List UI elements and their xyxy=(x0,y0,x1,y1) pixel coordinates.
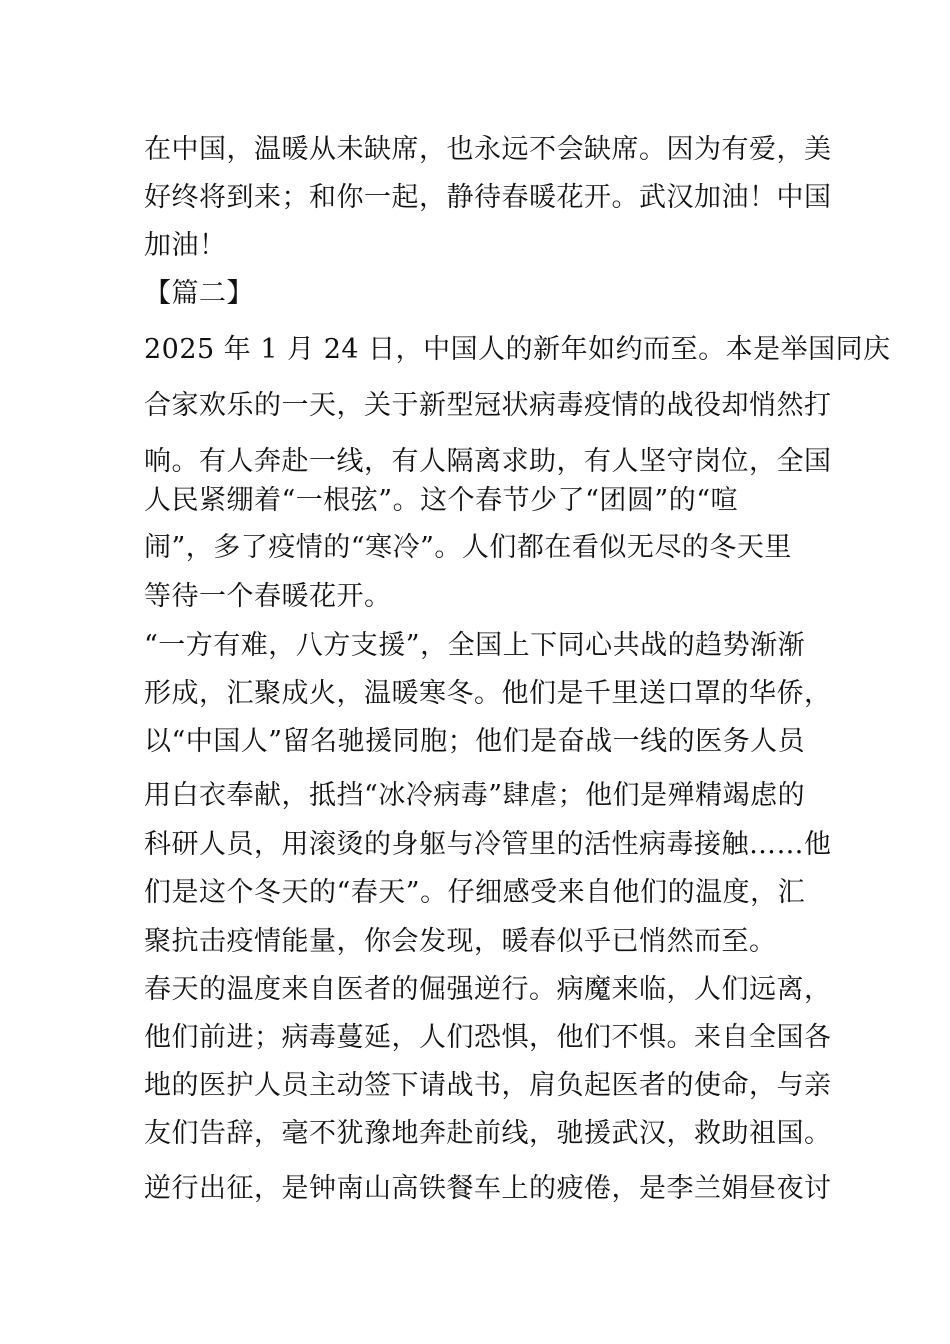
text-line: 逆行出征，是钟南山高铁餐车上的疲倦，是李兰娟昼夜讨 xyxy=(144,1173,832,1204)
text-line: 们是这个冬天的“春天”。仔细感受来自他们的温度，汇 xyxy=(144,877,806,908)
text-line: 2025 年 1 月 24 日，中国人的新年如约而至。本是举国同庆 xyxy=(144,334,891,365)
text-line: 聚抗击疫情能量，你会发现，暖春似乎已悄然而至。 xyxy=(144,926,777,957)
text-line: 好终将到来；和你一起，静待春暖花开。武汉加油！中国 xyxy=(144,182,832,213)
text-line: 友们告辞，毫不犹豫地奔赴前线，驰援武汉，救助祖国。 xyxy=(144,1118,832,1149)
text-line: 科研人员，用滚烫的身躯与冷管里的活性病毒接触……他 xyxy=(144,829,832,860)
text-line: 春天的温度来自医者的倔强逆行。病魔来临，人们远离， xyxy=(144,974,832,1005)
text-line: 响。有人奔赴一线，有人隔离求助，有人坚守岗位，全国 xyxy=(144,446,832,477)
text-line: 闹”，多了疫情的“寒冷”。人们都在看似无尽的冬天里 xyxy=(144,532,792,563)
text-line: 等待一个春暖花开。 xyxy=(144,581,392,612)
text-line: 人民紧绷着“一根弦”。这个春节少了“团圆”的“喧 xyxy=(144,485,739,516)
text-line: 加油！ xyxy=(144,230,227,261)
text-line: 用白衣奉献，抵挡“冰冷病毒”肆虐；他们是殚精竭虑的 xyxy=(144,780,806,811)
text-line: 他们前进；病毒蔓延，人们恐惧，他们不惧。来自全国各 xyxy=(144,1022,832,1053)
text-line: “一方有难，八方支援”，全国上下同心共战的趋势渐渐 xyxy=(144,630,806,661)
text-line: 地的医护人员主动签下请战书，肩负起医者的使命，与亲 xyxy=(144,1070,832,1101)
text-line: 合家欢乐的一天，关于新型冠状病毒疫情的战役却悄然打 xyxy=(144,390,832,421)
text-line: 以“中国人”留名驰援同胞；他们是奋战一线的医务人员 xyxy=(144,726,806,757)
text-line: 形成，汇聚成火，温暖寒冬。他们是千里送口罩的华侨， xyxy=(144,678,832,709)
text-line: 在中国，温暖从未缺席，也永远不会缺席。因为有爱，美 xyxy=(144,134,832,165)
section-heading: 【篇二】 xyxy=(144,278,254,309)
